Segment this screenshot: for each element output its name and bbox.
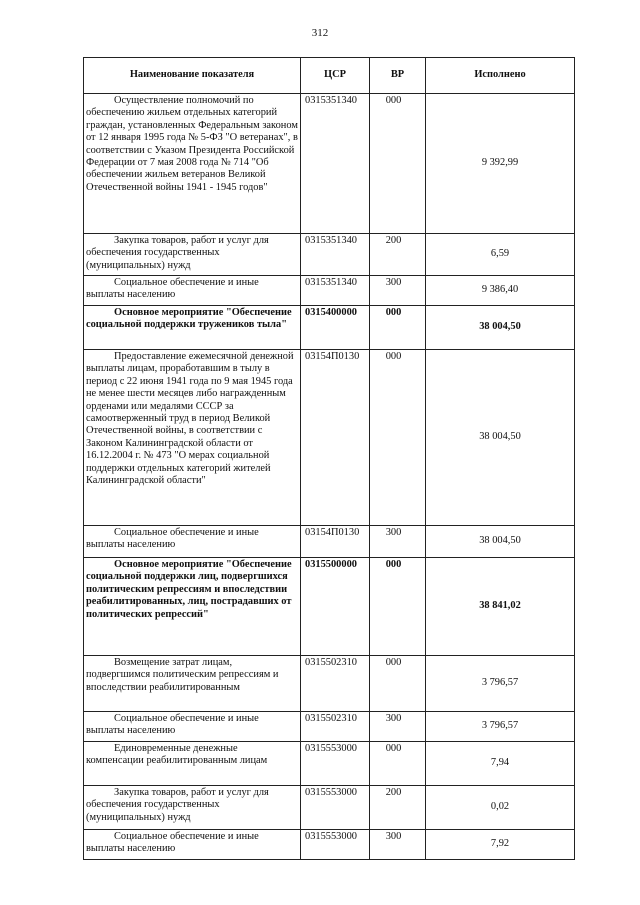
- table-row: [84, 742, 575, 786]
- row-csr-cell: 03154П0130: [301, 526, 370, 558]
- row-vr-cell: 000: [370, 94, 426, 234]
- row-vr-cell: 000: [370, 656, 426, 712]
- row-amount-cell: 38 841,02: [426, 558, 575, 656]
- row-csr-cell: 0315500000: [301, 558, 370, 656]
- row-vr-cell: 200: [370, 234, 426, 276]
- row-name-cell: Единовременные денежные компенсации реабилитированным лицам: [84, 742, 301, 786]
- row-name-cell: Основное мероприятие "Обеспечение социальной поддержки тружеников тыла": [84, 306, 301, 350]
- row-amount-cell: 3 796,57: [426, 712, 575, 742]
- row-name-cell: Закупка товаров, работ и услуг для обеспечения государственных (муниципальных) нужд: [84, 786, 301, 830]
- table-row: [84, 276, 575, 306]
- page-number: 312: [311, 27, 329, 39]
- row-vr-cell: 300: [370, 526, 426, 558]
- row-vr-cell: 200: [370, 786, 426, 830]
- row-amount-cell: 7,94: [426, 742, 575, 786]
- row-vr-cell: 000: [370, 350, 426, 526]
- row-amount-cell: 6,59: [426, 234, 575, 276]
- row-vr-cell: 300: [370, 830, 426, 860]
- row-amount-cell: 9 392,99: [426, 94, 575, 234]
- row-csr-cell: 0315351340: [301, 234, 370, 276]
- table-header-row: [84, 58, 575, 94]
- row-vr-cell: 000: [370, 306, 426, 350]
- header-amount: Исполнено: [426, 58, 575, 94]
- row-csr-cell: 0315400000: [301, 306, 370, 350]
- row-amount-cell: 9 386,40: [426, 276, 575, 306]
- row-vr-cell: 300: [370, 276, 426, 306]
- row-csr-cell: 0315502310: [301, 656, 370, 712]
- table-row: [84, 234, 575, 276]
- header-name: Наименование показателя: [84, 58, 301, 94]
- table-row: [84, 306, 575, 350]
- row-name-cell: Осуществление полномочий по обеспечению жильем отдельных категорий граждан, установленных Федеральным законом от 12 января 1995 года № 5-ФЗ "О ветеранах", в соответствии с Указом Президента Российской Федерации от 7 мая 2008 года № 714 "Об обеспечении жильем ветеранов Великой Отечественной войны 1941 - 1945 годов": [84, 94, 301, 234]
- row-amount-cell: 38 004,50: [426, 306, 575, 350]
- row-name-cell: Социальное обеспечение и иные выплаты населению: [84, 712, 301, 742]
- budget-table: [83, 57, 575, 860]
- table-row: [84, 558, 575, 656]
- table-row: [84, 526, 575, 558]
- table-row: [84, 350, 575, 526]
- table-row: [84, 786, 575, 830]
- row-name-cell: Социальное обеспечение и иные выплаты населению: [84, 830, 301, 860]
- header-csr: ЦСР: [301, 58, 370, 94]
- row-name-cell: Предоставление ежемесячной денежной выплаты лицам, проработавшим в тылу в период с 22 июня 1941 года по 9 мая 1945 года не менее шести месяцев либо награжденным орденами или медалями СССР за самоотверженный труд в период Великой Отечественной войны, в соответствии с Законом Калининградской области от 16.12.2004 г. № 473 "О мерах социальной поддержки отдельных категорий жителей Калининградской области": [84, 350, 301, 526]
- row-amount-cell: 0,02: [426, 786, 575, 830]
- row-vr-cell: 000: [370, 742, 426, 786]
- row-name-cell: Социальное обеспечение и иные выплаты населению: [84, 276, 301, 306]
- row-amount-cell: 38 004,50: [426, 350, 575, 526]
- row-csr-cell: 0315351340: [301, 94, 370, 234]
- row-name-cell: Социальное обеспечение и иные выплаты населению: [84, 526, 301, 558]
- row-name-cell: Возмещение затрат лицам, подвергшимся политическим репрессиям и впоследствии реабилитированным: [84, 656, 301, 712]
- row-vr-cell: 000: [370, 558, 426, 656]
- row-name-cell: Основное мероприятие "Обеспечение социальной поддержки лиц, подвергшихся политическим репрессиям и впоследствии реабилитированных, лиц, пострадавших от политических репрессий": [84, 558, 301, 656]
- table-body: [84, 94, 575, 860]
- row-csr-cell: 0315553000: [301, 830, 370, 860]
- row-amount-cell: 3 796,57: [426, 656, 575, 712]
- row-name-cell: Закупка товаров, работ и услуг для обеспечения государственных (муниципальных) нужд: [84, 234, 301, 276]
- row-csr-cell: 03154П0130: [301, 350, 370, 526]
- table-row: [84, 94, 575, 234]
- row-amount-cell: 38 004,50: [426, 526, 575, 558]
- table-row: [84, 830, 575, 860]
- row-csr-cell: 0315553000: [301, 742, 370, 786]
- header-vr: ВР: [370, 58, 426, 94]
- row-csr-cell: 0315502310: [301, 712, 370, 742]
- row-vr-cell: 300: [370, 712, 426, 742]
- table-row: [84, 712, 575, 742]
- row-csr-cell: 0315553000: [301, 786, 370, 830]
- table-row: [84, 656, 575, 712]
- row-amount-cell: 7,92: [426, 830, 575, 860]
- row-csr-cell: 0315351340: [301, 276, 370, 306]
